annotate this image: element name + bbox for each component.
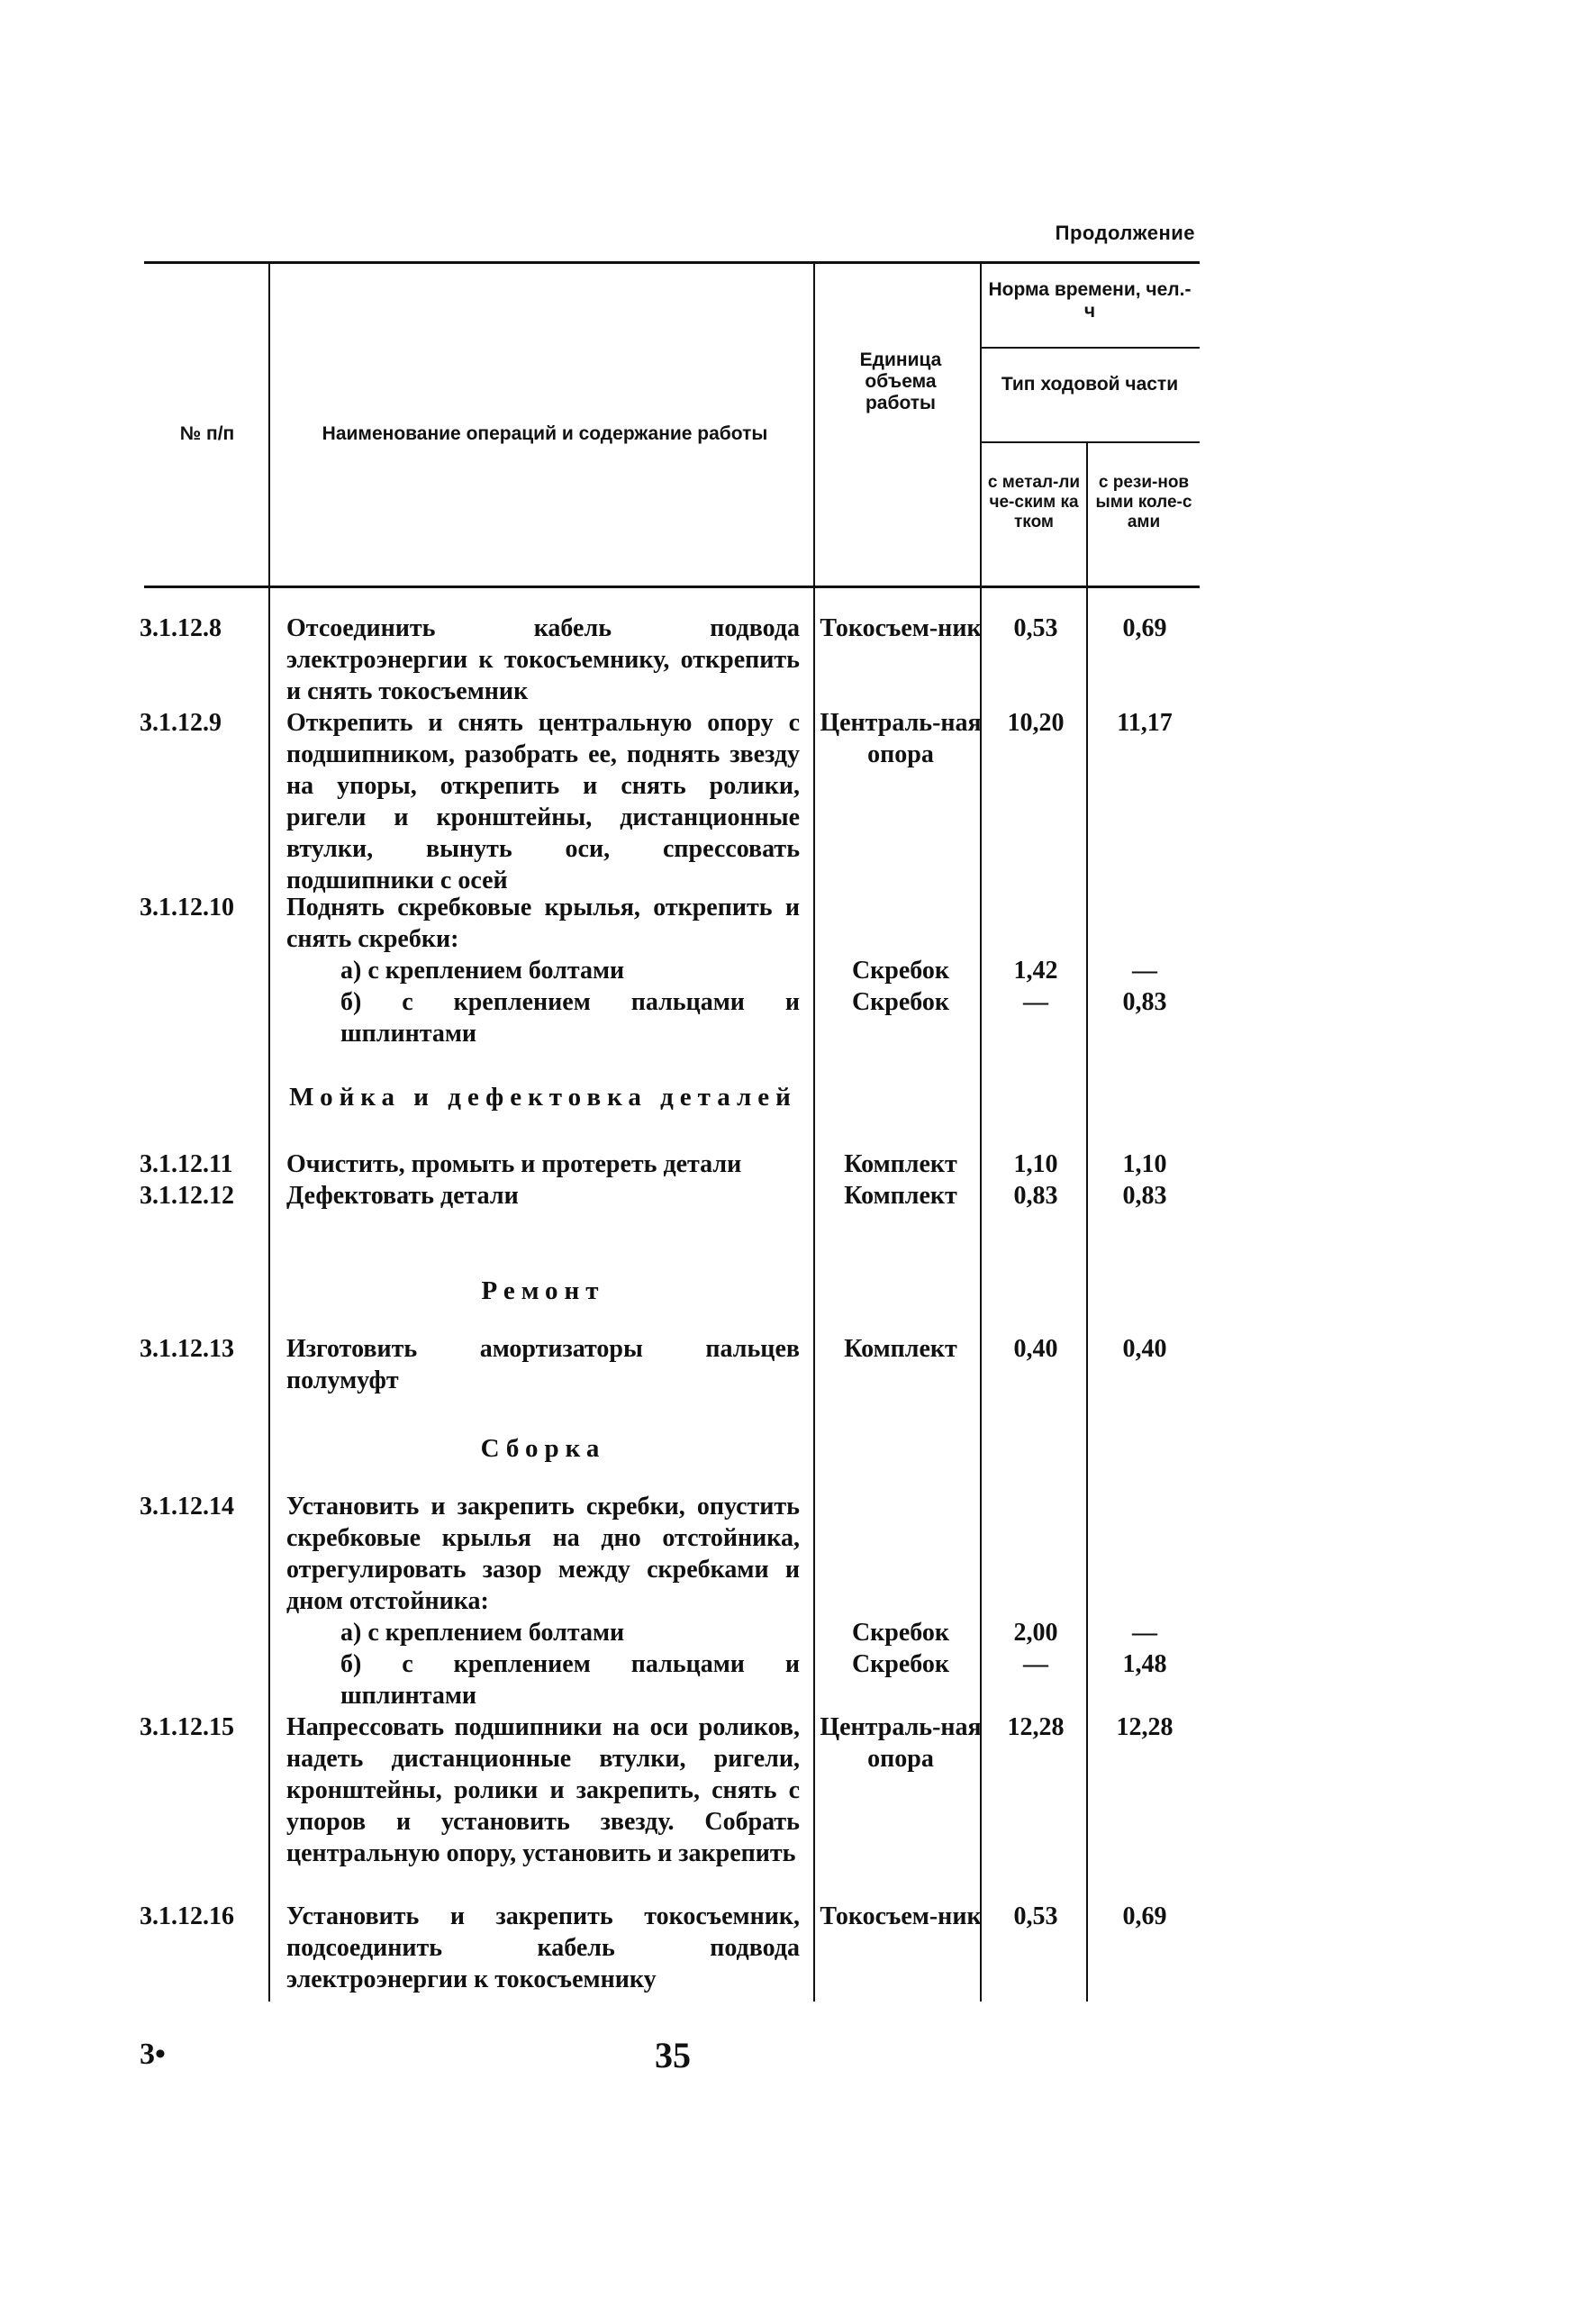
row-desc: Установить и закрепить токосъемник, подсоединить кабель подвода электроэнергии к токосъемнику bbox=[286, 1902, 800, 1993]
row-sub bbox=[286, 986, 800, 1049]
row-num: 3.1.12.15 bbox=[140, 1713, 234, 1741]
row-desc: Напрессовать подшипники на оси роликов, надеть дистанционные втулки, ригели, кронштейны, ролики и закрепить, снять с упоров и установить звезду. Собрать центральную опору, установить и закрепить bbox=[286, 1713, 800, 1867]
header-bottom-rule bbox=[144, 586, 1200, 588]
row-num: 3.1.12.12 bbox=[140, 1182, 234, 1210]
row-metal: — bbox=[1023, 988, 1048, 1016]
row-rubber: 1,48 bbox=[1122, 1650, 1167, 1678]
row-metal: 10,20 bbox=[1007, 709, 1065, 737]
col-divider-1 bbox=[268, 263, 270, 2002]
row-sub bbox=[286, 1617, 800, 1648]
row-num: 3.1.12.13 bbox=[140, 1335, 234, 1363]
signature-mark: 3• bbox=[140, 2038, 166, 2071]
continuation-label: Продолжение bbox=[1055, 222, 1195, 244]
row-unit: Токосъем-ник bbox=[820, 614, 982, 642]
row-rubber: — bbox=[1132, 957, 1157, 985]
section-repair: Ремонт bbox=[481, 1276, 605, 1305]
col-divider-4 bbox=[1086, 441, 1088, 2002]
header-name: Наименование операций и содержание работы bbox=[322, 423, 768, 444]
row-unit: Централь-ная опора bbox=[820, 709, 982, 768]
row-num: 3.1.12.14 bbox=[140, 1493, 234, 1521]
row-rubber: 0,69 bbox=[1122, 614, 1167, 642]
row-unit: Скребок bbox=[851, 1650, 950, 1678]
header-rubber: с рези-новыми коле-сами bbox=[1095, 473, 1192, 531]
row-num: 3.1.12.10 bbox=[140, 894, 234, 921]
row-metal: 12,28 bbox=[1007, 1713, 1065, 1741]
header-metal: с метал-личе-ским катком bbox=[987, 473, 1081, 531]
section-washing: Мойка и дефектовка деталей bbox=[289, 1083, 797, 1112]
page-number: 35 bbox=[655, 2035, 691, 2075]
table-top-rule bbox=[144, 261, 1200, 264]
row-rubber: 12,28 bbox=[1116, 1713, 1174, 1741]
row-metal: 1,42 bbox=[1013, 957, 1058, 985]
header-norm: Норма времени, чел.-ч bbox=[988, 279, 1192, 322]
row-rubber: 11,17 bbox=[1117, 709, 1173, 737]
row-desc: Дефектовать детали bbox=[286, 1182, 519, 1210]
row-desc: Изготовить амортизаторы пальцев полумуфт bbox=[286, 1335, 800, 1394]
row-sub bbox=[286, 955, 800, 986]
row-desc: Открепить и снять центральную опору с подшипником, разобрать ее, поднять звезду на упоры, открепить и снять ролики, ригели и кронштейны, дистанционные втулки, вынуть оси, спрессовать подшипники с осей bbox=[286, 709, 800, 894]
row-metal: 0,53 bbox=[1013, 1902, 1058, 1930]
row-num: 3.1.12.9 bbox=[140, 709, 222, 737]
row-num: 3.1.12.8 bbox=[140, 614, 222, 642]
row-rubber: — bbox=[1132, 1619, 1157, 1647]
section-assembly: Сборка bbox=[480, 1434, 606, 1463]
row-desc: Установить и закрепить скребки, опустить скребковые крылья на дно отстойника, отрегулировать зазор между скребками и дном отстойника: bbox=[286, 1493, 800, 1615]
row-metal: 0,53 bbox=[1013, 614, 1058, 642]
row-sub-text: а) с креплением болтами bbox=[340, 957, 625, 985]
row-rubber: 0,40 bbox=[1122, 1335, 1167, 1363]
header-num: № п/п bbox=[179, 423, 235, 444]
norm-rule bbox=[980, 347, 1200, 349]
row-metal: 0,83 bbox=[1013, 1182, 1058, 1210]
row-sub bbox=[286, 1648, 800, 1711]
row-metal: 1,10 bbox=[1013, 1150, 1058, 1178]
row-desc: Очистить, промыть и протереть детали bbox=[286, 1150, 742, 1178]
row-unit: Комплект bbox=[844, 1335, 957, 1363]
type-rule bbox=[980, 441, 1200, 443]
row-num: 3.1.12.11 bbox=[140, 1150, 233, 1178]
row-sub-text: б) с креплением пальцами и шплинтами bbox=[340, 1650, 800, 1710]
row-unit: Скребок bbox=[851, 957, 950, 985]
row-num: 3.1.12.16 bbox=[140, 1902, 234, 1930]
row-rubber: 0,83 bbox=[1122, 1182, 1167, 1210]
row-unit: Централь-ная опора bbox=[820, 1713, 982, 1773]
row-unit: Скребок bbox=[851, 1619, 950, 1647]
row-unit: Токосъем-ник bbox=[820, 1902, 982, 1930]
row-rubber: 0,83 bbox=[1122, 988, 1167, 1016]
row-metal: 2,00 bbox=[1013, 1619, 1058, 1647]
row-sub-text: б) с креплением пальцами и шплинтами bbox=[340, 988, 800, 1048]
row-metal: 0,40 bbox=[1013, 1335, 1058, 1363]
row-desc: Поднять скребковые крылья, открепить и снять скребки: bbox=[286, 894, 800, 953]
row-unit: Комплект bbox=[844, 1182, 957, 1210]
row-metal: — bbox=[1023, 1650, 1048, 1678]
row-desc: Отсоединить кабель подвода электроэнергии к токосъемнику, открепить и снять токосъемник bbox=[286, 614, 800, 705]
row-sub-text: а) с креплением болтами bbox=[340, 1619, 625, 1647]
row-unit: Скребок bbox=[851, 988, 950, 1016]
header-unit: Единица объема работы bbox=[859, 350, 942, 413]
row-unit: Комплект bbox=[844, 1150, 957, 1178]
header-type: Тип ходовой части bbox=[1001, 374, 1179, 395]
row-rubber: 1,10 bbox=[1122, 1150, 1167, 1178]
row-rubber: 0,69 bbox=[1122, 1902, 1167, 1930]
